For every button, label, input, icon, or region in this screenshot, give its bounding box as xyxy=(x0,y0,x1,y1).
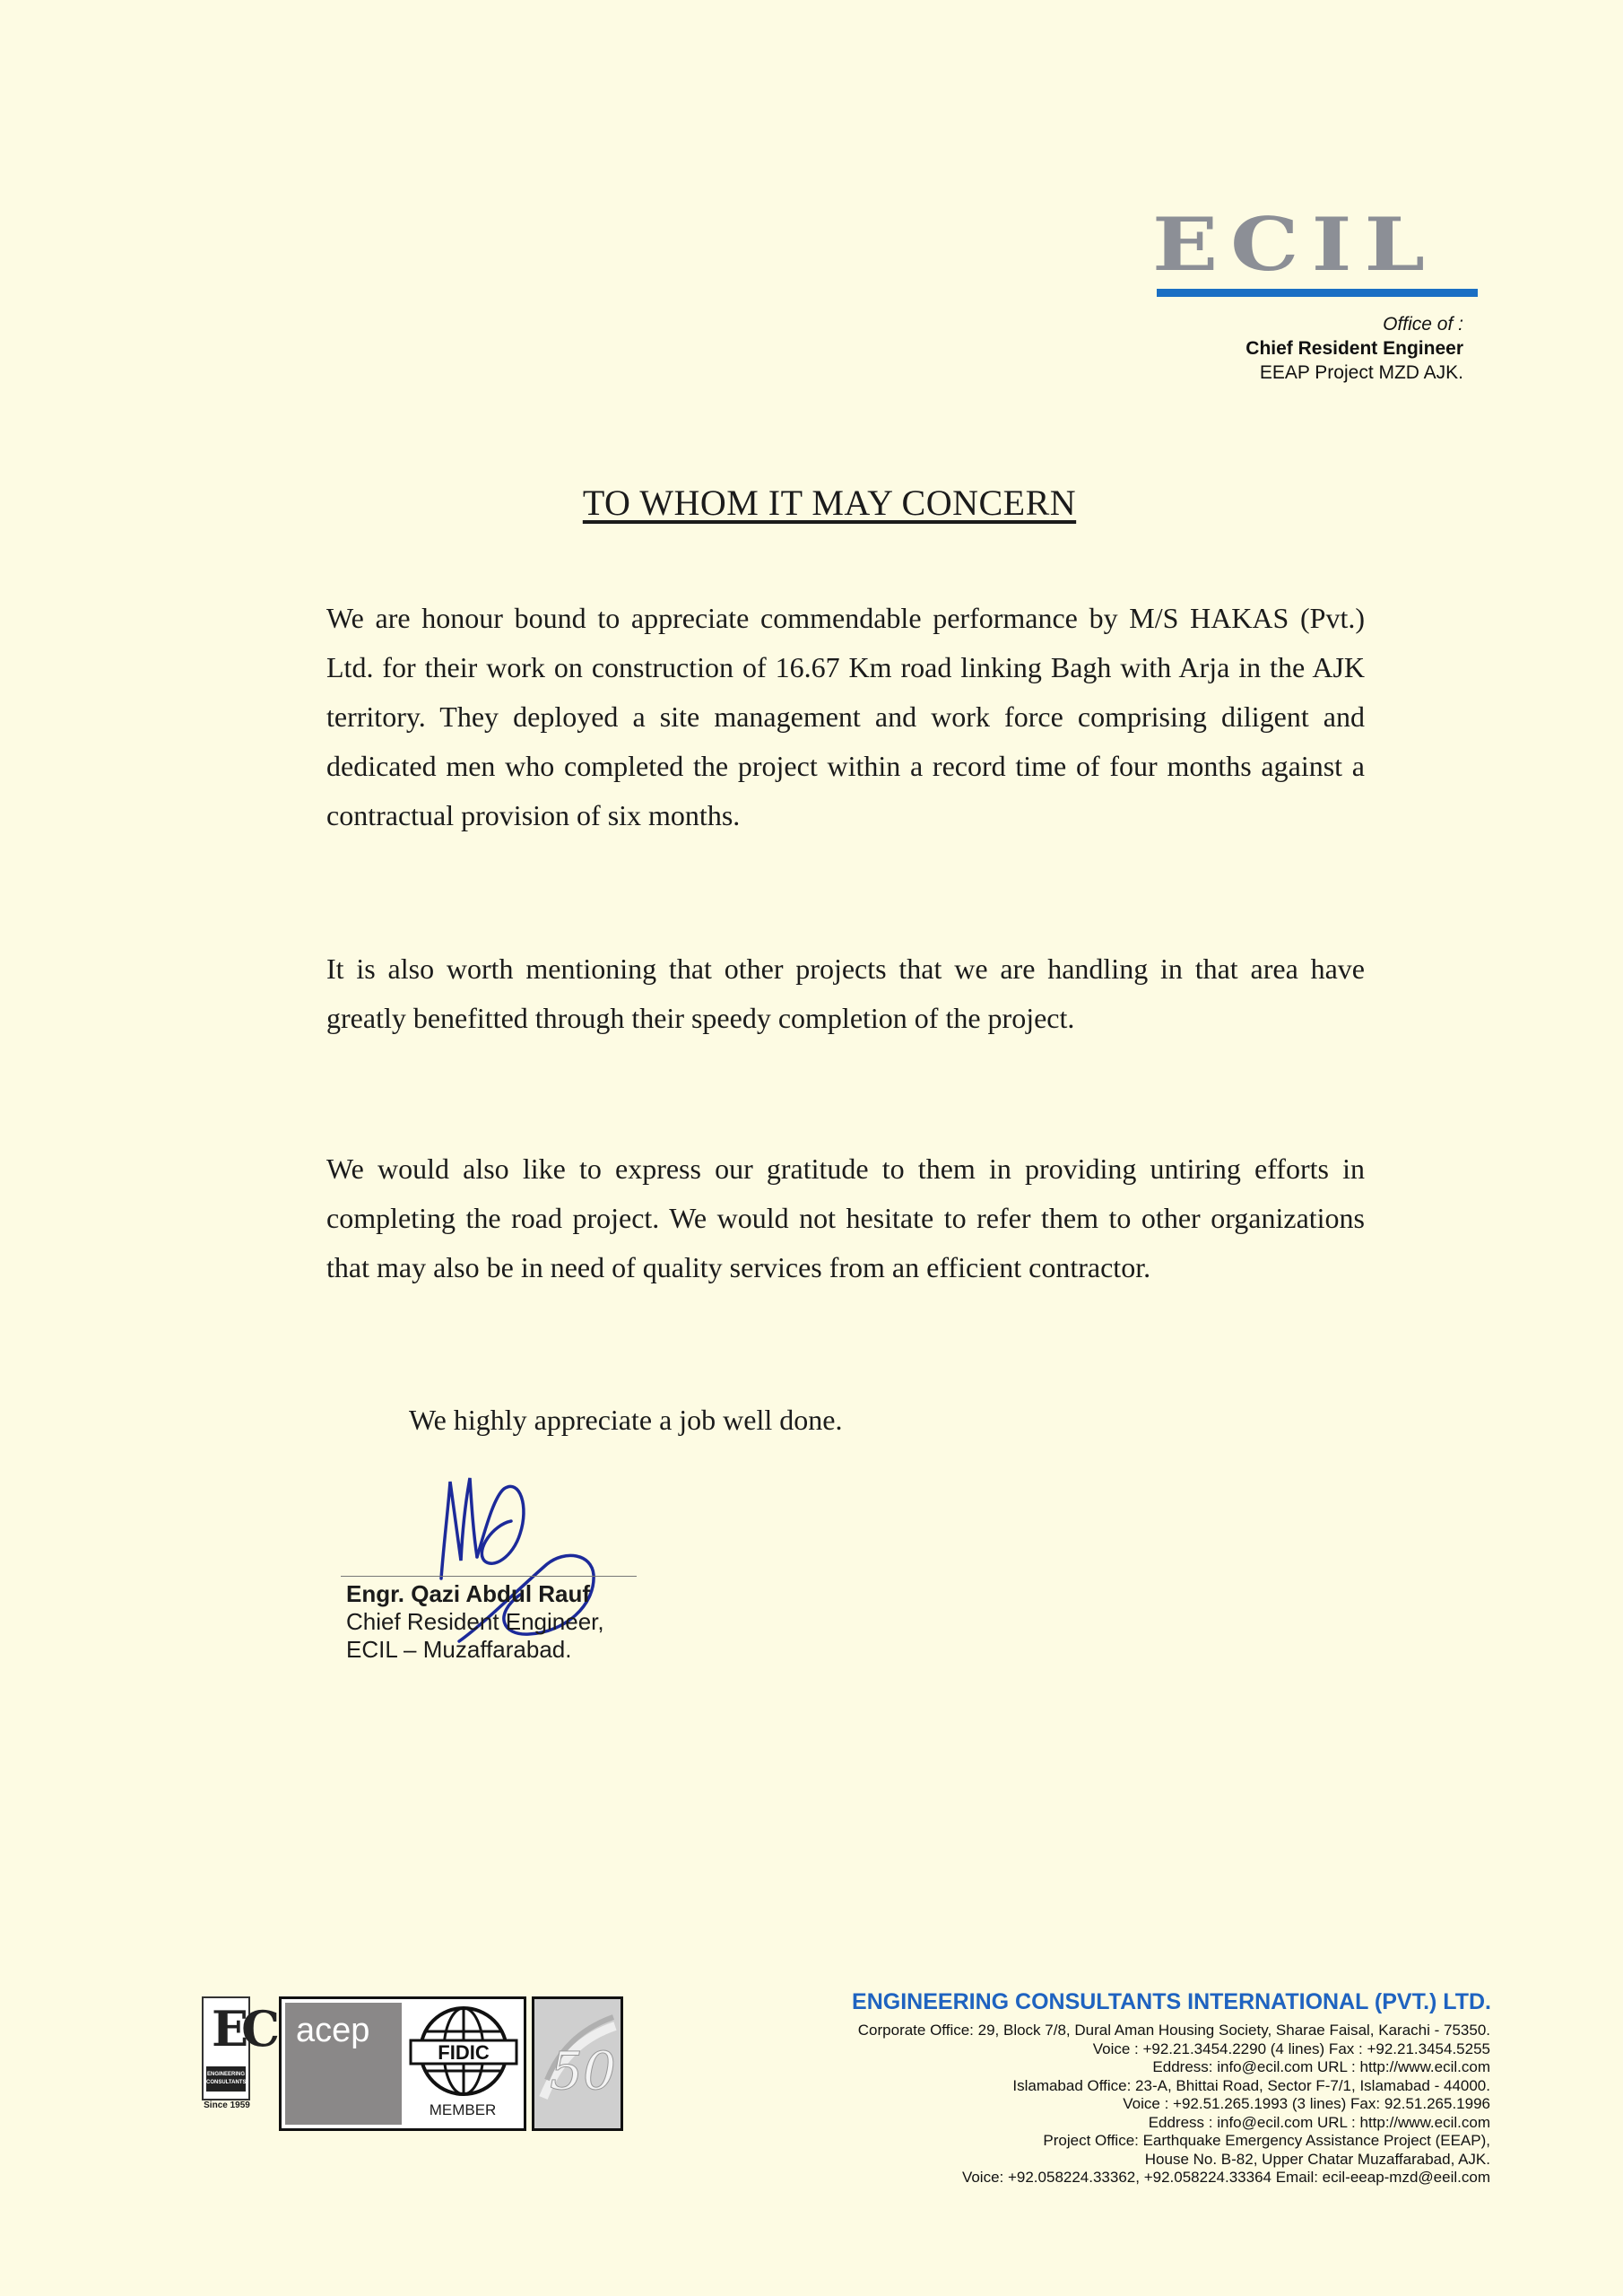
address-line: Islamabad Office: 23-A, Bhittai Road, Sector F-7/1, Islamabad - 44000. xyxy=(1012,2076,1490,2094)
address-line: House No. B-82, Upper Chatar Muzaffarabad, AJK. xyxy=(1144,2150,1490,2168)
signatory-name: Engr. Qazi Abdul Rauf xyxy=(346,1580,591,1607)
company-name: ENGINEERING CONSULTANTS INTERNATIONAL (PVT.) LTD. xyxy=(852,1989,1491,2014)
signatory-office: ECIL – Muzaffarabad. xyxy=(346,1636,572,1663)
paragraph-2: It is also worth mentioning that other projects that we are handling in that area have greatly benefitted through their speedy completion of the project. xyxy=(326,952,1365,1034)
address-line: Project Office: Earthquake Emergency Assistance Project (EEAP), xyxy=(1043,2132,1490,2149)
office-project: EEAP Project MZD AJK. xyxy=(1259,362,1463,383)
closing-line: We highly appreciate a job well done. xyxy=(409,1404,843,1436)
paragraph-1: We are honour bound to appreciate commendable performance by M/S HAKAS (Pvt.) Ltd. for their work on construction of 16.67 Km road linking Bagh with Arja in the AJK territory. They deployed a site management and work force comprising diligent and dedicated men who completed the project within a record time of four months against a contractual provision of six months. xyxy=(326,602,1365,831)
ec-band-text: ENGINEERING CONSULTANTS xyxy=(206,2072,247,2085)
member-label: MEMBER xyxy=(429,2101,497,2118)
address-line: Voice : +92.51.265.1993 (3 lines) Fax: 92.51.265.1996 xyxy=(1123,2095,1490,2112)
address-line: Corporate Office: 29, Block 7/8, Dural Aman Housing Society, Sharae Faisal, Karachi - 75350. xyxy=(857,2022,1490,2039)
since-label: Since 1959 xyxy=(204,2100,250,2110)
anniversary-50-badge xyxy=(532,1996,623,2131)
signatory-block xyxy=(346,1580,604,1664)
acep-word: acep xyxy=(296,2012,370,2049)
address-line: Voice: +92.058224.33362, +92.058224.33364 Email: ecil-eeap-mzd@eeil.com xyxy=(961,2169,1490,2186)
company-address xyxy=(858,2022,1490,2187)
fidic-text: FIDIC xyxy=(438,2041,490,2064)
fifty-years-icon xyxy=(534,1999,621,2128)
paragraph-3: We would also like to express our gratitude to them in providing untiring efforts in completing the road project. We would not hesitate to refer them to other organizations that may also be in need of quality services from an efficient contractor. xyxy=(326,1152,1365,1283)
ec-logo-badge xyxy=(202,1996,273,2100)
signatory-designation: Chief Resident Engineer, xyxy=(346,1608,604,1635)
office-block xyxy=(1245,312,1463,385)
acep-fidic-badge xyxy=(279,1996,526,2131)
address-line: Voice : +92.21.3454.2290 (4 lines) Fax : +92.21.3454.5255 xyxy=(1092,2039,1490,2057)
fidic-globe-icon xyxy=(407,2001,520,2101)
letter-title: TO WHOM IT MAY CONCERN xyxy=(582,483,1077,523)
signature-line xyxy=(341,1576,637,1577)
address-line: Eddress : info@ecil.com URL : http://www.ecil.com xyxy=(1148,2113,1490,2131)
office-label: Office of : xyxy=(1383,314,1463,335)
ec-monogram-icon: EC xyxy=(212,2000,273,2057)
address-line: Eddress: info@ecil.com URL : http://www.ecil.com xyxy=(1152,2058,1490,2075)
office-title: Chief Resident Engineer xyxy=(1245,338,1463,359)
ecil-logo: ECIL xyxy=(1152,201,1437,288)
logo-underline xyxy=(1157,289,1478,297)
svg-text:50: 50 xyxy=(550,2040,616,2101)
acep-logo xyxy=(285,2003,402,2125)
